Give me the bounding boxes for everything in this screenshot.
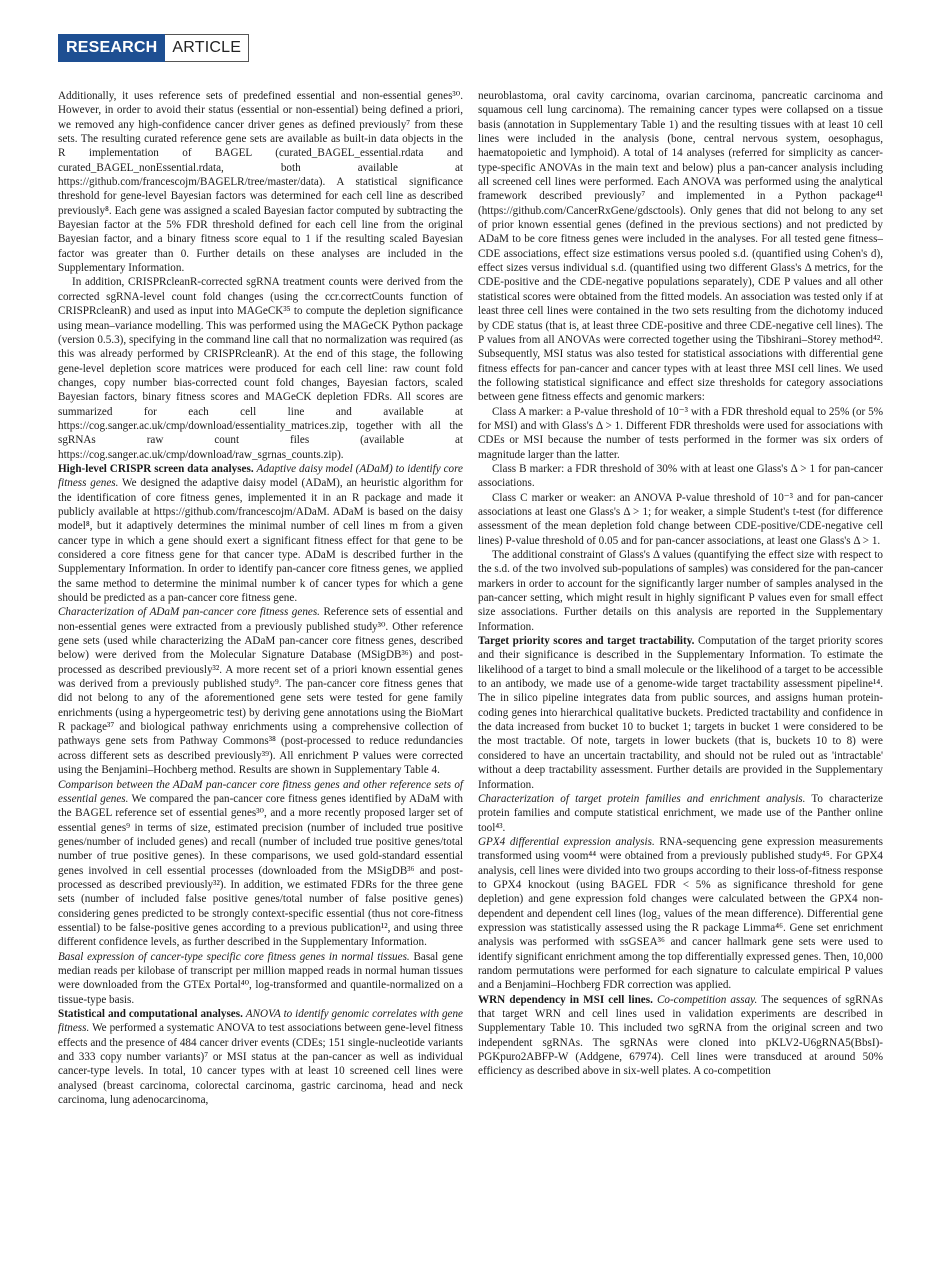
paragraph	[58, 778, 463, 950]
paragraph	[58, 950, 463, 1007]
section-heading: Statistical and computational analyses.	[58, 1008, 243, 1020]
subsection-heading: Comparison between the ADaM pan-cancer core fitness genes and other reference sets of essential genes.	[58, 778, 463, 805]
paragraph-body: RNA-sequencing gene expression measurements transformed using voom⁴⁴ were obtained from a previously published study⁴⁵. For GPX4 analysis, cell lines were divided into two groups according to their loss-of-fitness response to GPX4 knockout (using BAGEL FDR < 5% as significance threshold for gene depletion) and gene expression fold changes were calculated between the GPX4 non-dependent and dependent cell lines (log₂ values of the mean difference). Differential gene expression was statistically assessed using the R package Limma⁴⁶. Gene set enrichment analysis was performed with ssGSEA³⁶ and cancer hallmark gene sets were used to identify significant enrichment among the top differentially expressed genes. Then, 10,000 random permutations were performed for each signature to calculate empirical P values and a Benjamini–Hochberg FDR correction was applied.	[478, 835, 883, 992]
paragraph: Additionally, it uses reference sets of predefined essential and non-essential genes³⁰. However, in order to avoid their status (essential or non-essential) being defined a priori, we removed any high-confidence cancer driver genes as defined previously⁷ from these sets. The resulting curated reference gene sets are available as built-in data objects in the R implementation of BAGEL (curated_BAGEL_essential.rdata and curated_BAGEL_nonEssential.rdata, both available at https://github.com/francescojm/BAGELR/tree/master/data). A statistical significance threshold for gene-level Bayesian factors was determined for each cell line as described previously⁸. Each gene was assigned a scaled Bayesian factor computed by subtracting the Bayesian factor at the 5% FDR threshold defined for each cell line from the original Bayesian factor, and a binary fitness score equal to 1 if the resulting scaled Bayesian factor was greater than 0. Further details on these analyses are included in the Supplementary Information.	[58, 90, 463, 275]
subsection-heading: Adaptive daisy model (ADaM) to identify core fitness genes.	[58, 462, 463, 490]
paragraph	[478, 634, 883, 792]
paragraph: Class C marker or weaker: an ANOVA P-value threshold of 10⁻³ and for pan-cancer associations at least one Glass's Δ > 1; for weaker, a simple Student's t-test (for difference assessment of the mean depletion fold change between CDE-positive/CDE-negative cell lines) P-value threshold of 0.05 and for pan-cancer associations, at least one Glass's Δ > 1.	[478, 491, 883, 547]
paragraph: Class B marker: a FDR threshold of 30% with at least one Glass's Δ > 1 for pan-cancer associations.	[478, 462, 883, 490]
paragraph	[58, 605, 463, 777]
paragraph: The additional constraint of Glass's Δ values (quantifying the effect size with respect to the s.d. of the two involved sub-populations of samples) was considered for the pan-cancer markers in order to account for the significantly larger number of samples analysed in the pan-cancer setting, which might result in highly significant P values even for small effect size associations. Further details on this analysis are reported in the Supplementary Information.	[478, 549, 883, 633]
paragraph-body: Computation of the target priority scores and their significance is described in the Supplementary Information. To estimate the likelihood of a target to bind a small molecule or the likelihood of a target to be accessible to an antibody, we made use of a genome-wide target tractability assessment pipeline¹⁴. The in silico pipeline integrates data from public sources, and assigns human protein-coding genes into hierarchical qualitative buckets. Predicted tractability and confidence in the data increased from bucket 10 to bucket 1; targets in bucket 1 were considered to be the most tractable. Of note, targets in lower buckets (that is, buckets 10 to 8) were considered to have an uncertain tractability, and should not be ruled out as 'intractable' without a deep tractability assessment. Further details are provided in the Supplementary Information.	[478, 635, 883, 791]
paragraph: Class A marker: a P-value threshold of 10⁻³ with a FDR threshold equal to 25% (or 5% for MSI) and with Glass's Δ > 1. Different FDR thresholds were used for associations with CDEs or MSI because the number of tests performed in the former was six orders of magnitude larger than the latter.	[478, 405, 883, 461]
right-column	[478, 89, 883, 1079]
paragraph-body: The sequences of sgRNAs that target WRN and cell lines used in validation experiments are described in Supplementary Table 10. This included two sgRNA from the original screen and two independent sgRNAs. The sgRNAs were cloned into pKLV2-U6gRNA5(BbsI)-PGKpuro2ABFP-W (Addgene, 67974). Cell lines were transduced at around 50% efficiency as described above in six-well plates. A co-competition	[478, 993, 883, 1078]
section-label: RESEARCH	[58, 34, 165, 62]
paragraph	[58, 1007, 463, 1107]
subsection-heading: ANOVA to identify genomic correlates with gene fitness.	[58, 1008, 463, 1035]
subsection-heading: Characterization of target protein families and enrichment analysis.	[478, 792, 806, 805]
paragraph-body: Basal gene median reads per kilobase of transcript per million mapped reads in normal human tissues were downloaded from the GTEx Portal⁴⁰, log-transformed and quantile-normalized on a tissue-type basis.	[58, 950, 463, 1006]
paragraph-body: To characterize protein families and compute statistical enrichment, we made use of the Panther online tool⁴³.	[478, 792, 883, 834]
paragraph	[478, 835, 883, 993]
journal-header	[58, 34, 249, 62]
subsection-heading: Basal expression of cancer-type specific core fitness genes in normal tissues.	[58, 950, 410, 963]
paragraph	[58, 462, 463, 605]
paragraph-body: We designed the adaptive daisy model (ADaM), an heuristic algorithm for the identification of core fitness genes, implemented it in an R package and made it publicly available at https://github.com/francescojm/ADaM. ADaM is based on the daisy model⁸, but it adaptively determines the minimal number of cell lines m from a given cancer type in which a gene should exert a significant fitness effect for that gene to be considered a core fitness gene for that cancer type. ADaM is described further in the Supplementary Information. In order to identify pan-cancer core fitness genes, we applied the same method to determine the minimal number k of cancer types for which a gene should be predicted as a pan-cancer core fitness gene.	[58, 477, 463, 605]
paragraph	[478, 993, 883, 1079]
paragraph-body: Reference sets of essential and non-essential genes were extracted from a previously published study³⁰. Other reference gene sets (used while characterizing the ADaM pan-cancer core fitness genes, described below) were derived from the Molecular Signature Database (MSigDB³⁶) and post-processed as described previously³². A more recent set of a priori known essential genes was derived from a previously published study⁹. The pan-cancer core fitness genes that did not belong to any of the aforementioned gene sets were tested for gene family enrichments (using a hypergeometric test) by deriving gene annotations using the BioMart R package³⁷ and biological pathway enrichments using a comprehensive collection of pathways gene sets from Pathway Commons³⁸ (post-processed to reduce redundancies across different sets as described previously³⁹). All enrichment P values were corrected using the Benjamini–Hochberg method. Results are shown in Supplementary Table 4.	[58, 606, 463, 777]
section-heading: Target priority scores and target tractability.	[478, 635, 695, 648]
paragraph-body: We compared the pan-cancer core fitness genes identified by ADaM with the BAGEL reference set of essential genes³⁰, and a more recently proposed larger set of essential genes⁹ in terms of size, estimated precision (number of included true positive genes/number of included genes) and recall (number of included true positive genes/total number of true positive genes). In these comparisons, we used gold-standard essential genes involved in cell essential processes (downloaded from the MSigDB³⁶ and post-processed as described previously³²). In addition, we estimated FDRs for the three gene sets (number of included false positive genes/total number of false positive genes) considering genes predicted to be strongly context-specific essential (thus not core-fitness essential) to be false-positive genes according to a previous publication¹², and using three different confidence levels, as further described in the Supplementary Information.	[58, 792, 463, 949]
left-column	[58, 89, 463, 1107]
paragraph-body: We performed a systematic ANOVA to test associations between gene-level fitness effects and the presence of 484 cancer driver events (CDEs; 151 single-nucleotide variants and 333 copy number variants)⁷ or MSI status at the pan-cancer as well as individual cancer-type levels. In total, 10 cancer types with at least 10 screened cell lines were analysed (breast carcinoma, colorectal carcinoma, gastric carcinoma, head and neck carcinoma, lung adenocarcinoma,	[58, 1022, 463, 1107]
section-heading: WRN dependency in MSI cell lines.	[478, 993, 653, 1006]
paragraph: neuroblastoma, oral cavity carcinoma, ovarian carcinoma, pancreatic carcinoma and squamous cell lung carcinoma). The remaining cancer types were collapsed on a tissue basis (annotation in Supplementary Table 1) and the resulting tissues with at least 10 cell lines were included in the analysis (bone, central nervous system, oesophagus, haematopoietic and lymphoid). A total of 14 analyses (referred for simplicity as cancer-type-specific ANOVAs in the main text and below) plus a pan-cancer analysis including all screened cell lines were performed. Each ANOVA was performed using the analytical framework described previously⁷ and implemented in a Python package⁴¹ (https://github.com/CancerRxGene/gdsctools). Only genes that did not belong to any set of prior known essential genes (defined in the previous sections) and not predicted by ADaM to be core fitness genes were included in the analyses. For all tested gene fitness–CDE associations, effect size estimations versus pooled s.d. (quantified using Cohen's d), effect sizes versus individual s.d. (quantified using two different Glass's Δ metrics, for the CDE-positive and the CDE-negative populations separately), CDE P values and all other statistical scores were obtained from the fitted models. An association was tested only if at least three cell lines were contained in the two sets resulting from the dichotomy induced by CDE status (that is, at least three CDE-positive and three CDE-negative cell lines). The P values from all ANOVAs were corrected together using the Tibshirani–Storey method⁴². Subsequently, MSI status was also tested for statistical associations with differential gene fitness effects for pan-cancer and cancer types with at least three MSI cell lines. We used the following statistical significance and effect size thresholds for category associations between gene fitness effects and genomic markers:	[478, 90, 883, 404]
article-type-label: ARTICLE	[165, 34, 249, 62]
subsection-heading: Co-competition assay.	[656, 993, 758, 1006]
subsection-heading: GPX4 differential expression analysis.	[478, 835, 655, 848]
paragraph	[478, 792, 883, 835]
paragraph: In addition, CRISPRcleanR-corrected sgRNA treatment counts were derived from the corrected sgRNA-level count fold changes (using the ccr.correctCounts function of CRISPRcleanR) and used as input into MAGeCK³⁵ to compute the depletion significance using mean–variance modelling. This was performed using the MAGeCK Python package (version 0.5.3), specifying in the command line call that no normalization was required (as this was already performed by CRISPRcleanR). At the end of this stage, the following gene-level depletion score matrices were produced for each cell line: raw count fold changes, copy number bias-corrected count fold changes, Bayesian factors, scaled Bayesian factors, binary fitness scores and MAGeCK depletion FDRs. All scores are summarized for each cell line and available at https://cog.sanger.ac.uk/cmp/download/essentiality_matrices.zip, together with all the sgRNAs raw count files (available at https://cog.sanger.ac.uk/cmp/download/raw_sgrnas_counts.zip).	[58, 276, 463, 461]
subsection-heading: Characterization of ADaM pan-cancer core fitness genes.	[58, 606, 320, 619]
section-heading: High-level CRISPR screen data analyses.	[58, 462, 254, 475]
